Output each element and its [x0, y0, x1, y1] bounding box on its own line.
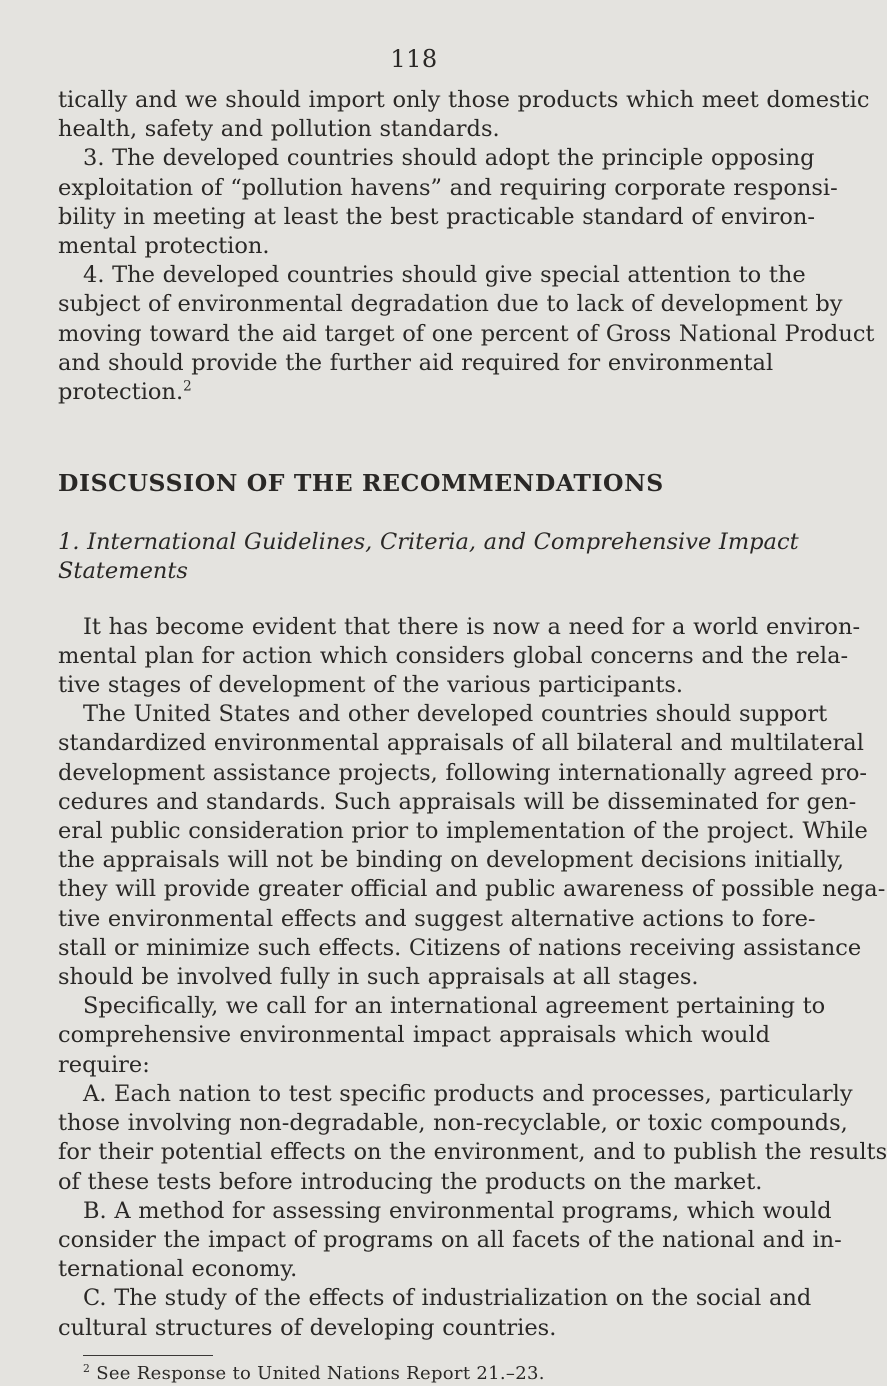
requirement-item-b [58, 1197, 842, 1285]
text-line: tically and we should import only those products which meet domestic [58, 87, 870, 113]
requirement-item-c [58, 1284, 812, 1342]
footnote-reference: 2 [183, 378, 192, 395]
footnote [58, 1362, 770, 1386]
text-line: tive environmental effects and suggest alternative actions to fore- [58, 905, 816, 932]
text-line: moving toward the aid target of one percent of Gross National Product [58, 320, 875, 347]
text-line: 1. International Guidelines, Criteria, and Comprehensive Impact [58, 529, 799, 556]
text-line: comprehensive environmental impact appraisals which would [58, 1022, 770, 1049]
requirement-item-a [58, 1080, 887, 1197]
footnote-divider [83, 1355, 213, 1356]
text-line: should be involved fully in such appraisals at all stages. [58, 964, 699, 991]
text-line-with-footnote [58, 378, 770, 407]
text-line: for their potential effects on the environment, and to publish the results [58, 1139, 887, 1166]
recommendation-item-3 [58, 144, 838, 261]
text-line: development assistance projects, following internationally agreed pro- [58, 759, 868, 786]
text-line: require: [58, 1051, 150, 1078]
subheading [58, 528, 799, 586]
text-line: consider the impact of programs on all facets of the national and in- [58, 1226, 842, 1253]
text-line: cultural structures of developing countries. [58, 1314, 557, 1341]
text-line: exploitation of “pollution havens” and requiring corporate responsi- [58, 174, 838, 201]
text-line: tive stages of development of the various participants. [58, 672, 684, 699]
text-line: 4. The developed countries should give special attention to the [83, 262, 806, 289]
text-line: A. Each nation to test specific products and processes, particularly [83, 1080, 853, 1107]
text-line: ternational economy. [58, 1256, 298, 1283]
text-line: cedures and standards. Such appraisals will be disseminated for gen- [58, 788, 857, 815]
text-line: they will provide greater official and public awareness of possible nega- [58, 876, 886, 903]
text-line: The United States and other developed countries should support [83, 701, 828, 728]
text-line: It has become evident that there is now a need for a world environ- [83, 613, 861, 640]
text-line: standardized environmental appraisals of all bilateral and multilateral [58, 730, 864, 757]
text-line: health, safety and pollution standards. [58, 116, 500, 143]
footnote-text: See Response to United Nations Report 21.–23. [96, 1362, 545, 1384]
text-line: of these tests before introducing the products on the market. [58, 1168, 763, 1195]
footnote-marker: 2 [83, 1361, 91, 1375]
text-line: mental protection. [58, 233, 270, 260]
section-heading: DISCUSSION OF THE RECOMMENDATIONS [58, 469, 664, 498]
text-line: bility in meeting at least the best practicable standard of environ- [58, 203, 815, 230]
text-line: mental plan for action which considers global concerns and the rela- [58, 642, 849, 669]
text-line: Specifically, we call for an international agreement pertaining to [83, 993, 826, 1020]
text-line: eral public consideration prior to implementation of the project. While [58, 818, 868, 845]
text-line: and should provide the further aid required for environmental [58, 349, 774, 376]
text-line: stall or minimize such effects. Citizens of nations receiving assistance [58, 934, 862, 961]
text-line: B. A method for assessing environmental programs, which would [83, 1197, 832, 1224]
text-line: C. The study of the effects of industrialization on the social and [83, 1285, 812, 1312]
text-line: the appraisals will not be binding on development decisions initially, [58, 847, 844, 874]
paragraph-2 [58, 700, 886, 992]
page-number: 118 [390, 45, 438, 73]
text-line: those involving non-degradable, non-recyclable, or toxic compounds, [58, 1110, 848, 1137]
text-line: Statements [58, 558, 188, 585]
recommendation-item-4 [58, 261, 875, 407]
text-line: 3. The developed countries should adopt the principle opposing [83, 145, 815, 172]
intro-paragraph [58, 86, 870, 144]
paragraph-3 [58, 992, 826, 1080]
text-line: subject of environmental degradation due to lack of development by [58, 291, 843, 318]
text-line: protection. [58, 379, 184, 406]
paragraph-1 [58, 613, 861, 701]
